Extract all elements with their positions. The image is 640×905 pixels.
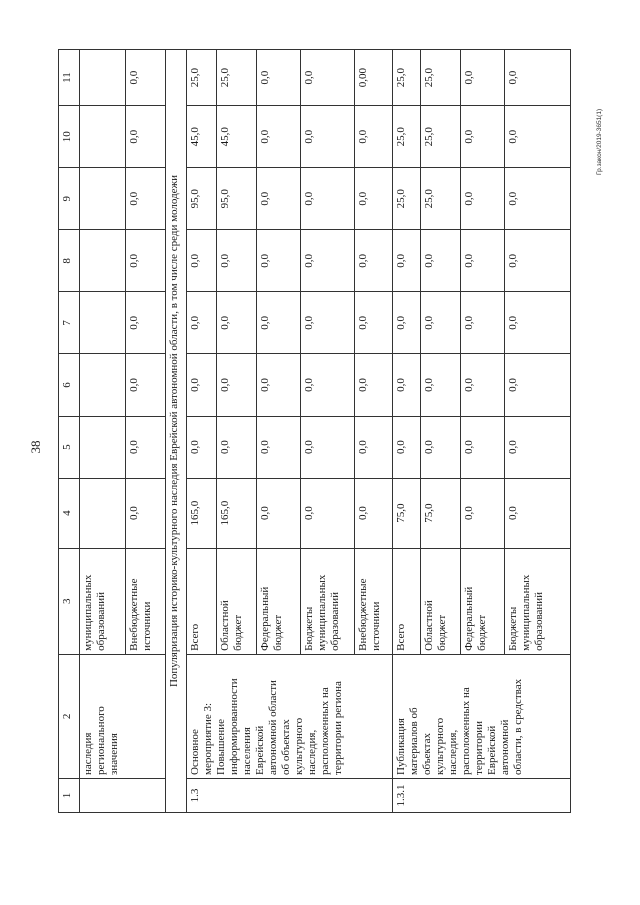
table-row (393, 50, 421, 813)
value-cell: 0,0 (393, 354, 421, 416)
source-cell: Внебюджетные источники (355, 548, 393, 654)
value-cell (80, 50, 126, 106)
table-row (80, 50, 126, 813)
source-cell: Федеральный бюджет (461, 548, 505, 654)
value-cell: 0,0 (257, 416, 301, 478)
value-cell: 95,0 (187, 168, 217, 230)
value-cell: 0,0 (217, 292, 257, 354)
value-cell: 0,0 (461, 292, 505, 354)
header-cell: 10 (59, 106, 80, 168)
value-cell: 0,0 (187, 292, 217, 354)
value-cell: 0,0 (301, 292, 355, 354)
value-cell: 0,0 (461, 168, 505, 230)
value-cell: 0,0 (505, 230, 571, 292)
item-number-cell (80, 778, 166, 812)
value-cell: 0,0 (301, 416, 355, 478)
value-cell (80, 354, 126, 416)
section-title: Популяризация историко-культурного наследия Еврейской автономной области, в том числе среди молодежи (166, 50, 187, 813)
value-cell: 0,0 (187, 230, 217, 292)
value-cell: 0,0 (505, 416, 571, 478)
value-cell (80, 478, 126, 548)
value-cell: 0,0 (355, 354, 393, 416)
value-cell: 0,0 (461, 416, 505, 478)
value-cell: 0,0 (126, 478, 166, 548)
value-cell: 0,0 (421, 354, 461, 416)
header-cell: 8 (59, 230, 80, 292)
header-cell: 5 (59, 416, 80, 478)
value-cell: 165,0 (187, 478, 217, 548)
table-row (187, 50, 217, 813)
header-cell: 11 (59, 50, 80, 106)
value-cell: 0,0 (126, 50, 166, 106)
value-cell: 0,0 (126, 106, 166, 168)
value-cell: 0,0 (301, 230, 355, 292)
header-cell: 2 (59, 654, 80, 778)
value-cell: 0,0 (187, 416, 217, 478)
source-cell: Бюджеты муниципальных образований (505, 548, 571, 654)
value-cell: 0,0 (393, 416, 421, 478)
value-cell: 0,0 (421, 416, 461, 478)
value-cell: 0,0 (355, 416, 393, 478)
value-cell: 25,0 (421, 50, 461, 106)
value-cell: 0,0 (355, 230, 393, 292)
value-cell: 0,0 (217, 230, 257, 292)
value-cell: 165,0 (217, 478, 257, 548)
value-cell: 45,0 (187, 106, 217, 168)
value-cell: 75,0 (421, 478, 461, 548)
value-cell: 0,0 (355, 106, 393, 168)
value-cell: 25,0 (393, 106, 421, 168)
value-cell: 0,0 (301, 168, 355, 230)
value-cell: 75,0 (393, 478, 421, 548)
value-cell: 0,0 (461, 106, 505, 168)
value-cell (80, 292, 126, 354)
source-cell: Бюджеты муниципальных образований (301, 548, 355, 654)
value-cell: 0,0 (257, 292, 301, 354)
page-number: 38 (28, 440, 43, 454)
value-cell: 0,0 (257, 106, 301, 168)
value-cell: 0,0 (393, 230, 421, 292)
budget-table (58, 49, 571, 813)
item-number-cell: 1.3 (187, 778, 393, 812)
header-cell: 7 (59, 292, 80, 354)
source-cell: Внебюджетные источники (126, 548, 166, 654)
item-name-cell: Публикация материалов об объектах культурного наследия, расположенных на территории Еврейской автономной области, в средствах (393, 654, 571, 778)
value-cell: 45,0 (217, 106, 257, 168)
value-cell (80, 416, 126, 478)
value-cell: 0,0 (461, 230, 505, 292)
header-cell: 9 (59, 168, 80, 230)
source-cell: Областной бюджет (217, 548, 257, 654)
value-cell (80, 106, 126, 168)
value-cell: 25,0 (421, 168, 461, 230)
value-cell: 0,0 (301, 354, 355, 416)
value-cell: 0,0 (257, 478, 301, 548)
header-cell: 1 (59, 778, 80, 812)
value-cell: 0,0 (126, 168, 166, 230)
value-cell: 0,0 (187, 354, 217, 416)
source-cell: муниципальных образований (80, 548, 126, 654)
value-cell: 0,0 (505, 50, 571, 106)
header-cell: 6 (59, 354, 80, 416)
item-name-cell: наследия регионального значения (80, 654, 166, 778)
value-cell: 0,0 (505, 292, 571, 354)
value-cell: 25,0 (421, 106, 461, 168)
value-cell: 0,0 (257, 50, 301, 106)
source-cell: Федеральный бюджет (257, 548, 301, 654)
value-cell: 25,0 (393, 168, 421, 230)
header-cell: 3 (59, 548, 80, 654)
value-cell: 0,0 (301, 106, 355, 168)
source-cell: Всего (187, 548, 217, 654)
document-stamp: Гр.закон/2019-3651(1) (596, 108, 603, 175)
value-cell: 0,0 (393, 292, 421, 354)
value-cell: 0,0 (355, 478, 393, 548)
value-cell: 25,0 (393, 50, 421, 106)
source-cell: Областной бюджет (421, 548, 461, 654)
value-cell: 0,0 (126, 354, 166, 416)
value-cell: 0,00 (355, 50, 393, 106)
header-cell: 4 (59, 478, 80, 548)
value-cell: 0,0 (217, 416, 257, 478)
value-cell: 0,0 (461, 478, 505, 548)
value-cell: 0,0 (217, 354, 257, 416)
value-cell: 0,0 (505, 354, 571, 416)
value-cell: 0,0 (257, 230, 301, 292)
item-name-cell: Основное мероприятие 3: Повышение информированности населения Еврейской автономной области об объектах культурного наследия, расположенных на территории региона (187, 654, 393, 778)
value-cell: 25,0 (217, 50, 257, 106)
header-row (59, 50, 80, 813)
section-row (166, 50, 187, 813)
value-cell: 0,0 (355, 292, 393, 354)
value-cell: 0,0 (257, 354, 301, 416)
item-number-cell: 1.3.1 (393, 778, 571, 812)
value-cell: 0,0 (505, 478, 571, 548)
value-cell: 0,0 (461, 50, 505, 106)
value-cell: 0,0 (355, 168, 393, 230)
value-cell: 0,0 (421, 230, 461, 292)
value-cell: 0,0 (421, 292, 461, 354)
value-cell: 0,0 (301, 478, 355, 548)
value-cell: 25,0 (187, 50, 217, 106)
value-cell: 0,0 (505, 106, 571, 168)
value-cell: 0,0 (126, 416, 166, 478)
value-cell: 0,0 (257, 168, 301, 230)
value-cell: 95,0 (217, 168, 257, 230)
value-cell: 0,0 (505, 168, 571, 230)
value-cell (80, 168, 126, 230)
value-cell: 0,0 (126, 292, 166, 354)
value-cell: 0,0 (301, 50, 355, 106)
value-cell: 0,0 (461, 354, 505, 416)
source-cell: Всего (393, 548, 421, 654)
value-cell: 0,0 (126, 230, 166, 292)
value-cell (80, 230, 126, 292)
